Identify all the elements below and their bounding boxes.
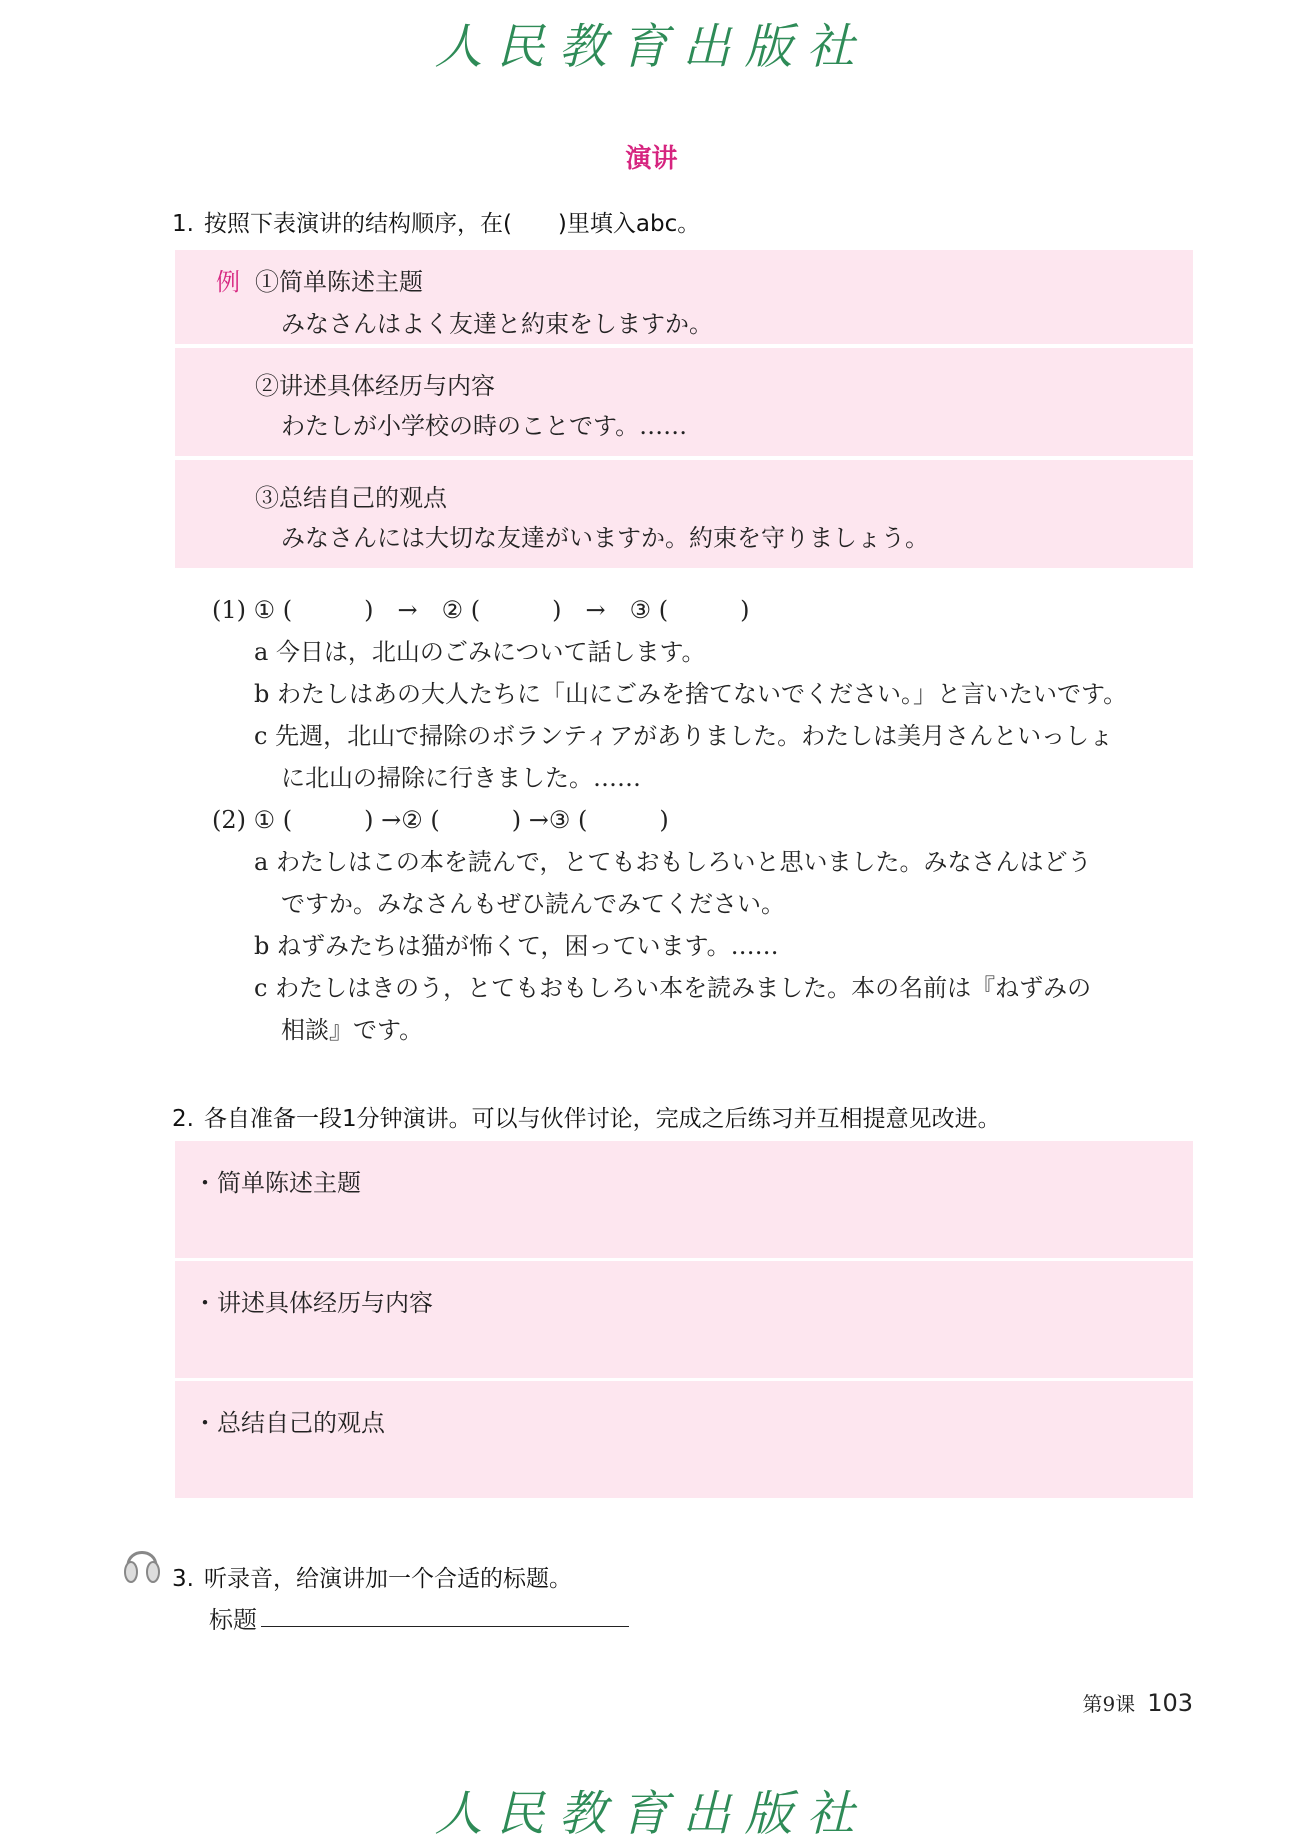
example-label: ②讲述具体经历与内容 — [255, 372, 495, 400]
answer-box-topic[interactable] — [175, 1141, 1193, 1258]
headphones-icon — [122, 1540, 162, 1588]
title-answer-line[interactable] — [261, 1625, 629, 1627]
question-instruction: 听录音，给演讲加一个合适的标题。 — [203, 1566, 572, 1592]
option-c-cont: 相談』です。 — [281, 1016, 424, 1044]
question-number: 3. — [172, 1566, 194, 1592]
example-row-2 — [175, 348, 1193, 456]
question-1-heading — [172, 205, 700, 238]
order-line-2: (2) ① ( ) →② ( ) →③ ( ) — [212, 806, 669, 834]
option-a: a わたしはこの本を読んで，とてもおもしろいと思いました。みなさんはどう — [254, 848, 1092, 876]
question-number: 2. — [172, 1106, 194, 1132]
example-row-3 — [175, 460, 1193, 568]
page-title: 演讲 — [625, 144, 678, 174]
option-b: b わたしはあの大人たちに「山にごみを捨てないでください。」と言いたいです。 — [254, 680, 1128, 708]
option-c-cont: に北山の掃除に行きました。…… — [281, 764, 641, 792]
publisher-logo-top: 人民教育出版社 — [434, 19, 869, 75]
example-row-1 — [175, 250, 1193, 344]
option-c: c わたしはきのう，とてもおもしろい本を読みました。本の名前は『ねずみの — [254, 974, 1092, 1002]
option-a: a 今日は，北山のごみについて話します。 — [254, 638, 706, 666]
answer-box-experience[interactable] — [175, 1261, 1193, 1378]
order-line-1: (1) ① ( ) → ② ( ) → ③ ( ) — [212, 596, 750, 624]
page-number: 103 — [1147, 1689, 1193, 1717]
question-instruction: 各自准备一段1分钟演讲。可以与伙伴讨论，完成之后练习并互相提意见改进。 — [203, 1106, 1001, 1132]
question-2-heading — [172, 1100, 1001, 1133]
page-footer — [1082, 1688, 1193, 1717]
answer-box-conclusion[interactable] — [175, 1381, 1193, 1498]
question-instruction: 按照下表演讲的结构顺序，在( )里填入abc。 — [203, 211, 701, 237]
lesson-label: 第9课 — [1082, 1692, 1136, 1716]
title-label: 标题 — [209, 1606, 257, 1634]
option-a-cont: ですか。みなさんもぜひ読んでみてください。 — [281, 890, 785, 918]
answer-box-label: ・讲述具体经历与内容 — [193, 1289, 433, 1317]
example-text: わたしが小学校の時のことです。…… — [281, 412, 688, 440]
example-text: みなさんはよく友達と約束をしますか。 — [281, 310, 713, 338]
publisher-logo-bottom: 人民教育出版社 — [434, 1786, 869, 1842]
example-text: みなさんには大切な友達がいますか。約束を守りましょう。 — [281, 524, 929, 552]
question-3-heading — [172, 1560, 572, 1593]
option-b: b ねずみたちは猫が怖くて，困っています。…… — [254, 932, 779, 960]
option-c: c 先週，北山で掃除のボランティアがありました。わたしは美月さんといっしょ — [254, 722, 1114, 750]
example-label: ③总结自己的观点 — [255, 484, 447, 512]
example-label: ①简单陈述主题 — [255, 268, 423, 296]
answer-box-label: ・总结自己的观点 — [193, 1409, 385, 1437]
example-tag: 例 — [216, 268, 240, 296]
answer-box-label: ・简单陈述主题 — [193, 1169, 361, 1197]
question-number: 1. — [172, 211, 194, 237]
